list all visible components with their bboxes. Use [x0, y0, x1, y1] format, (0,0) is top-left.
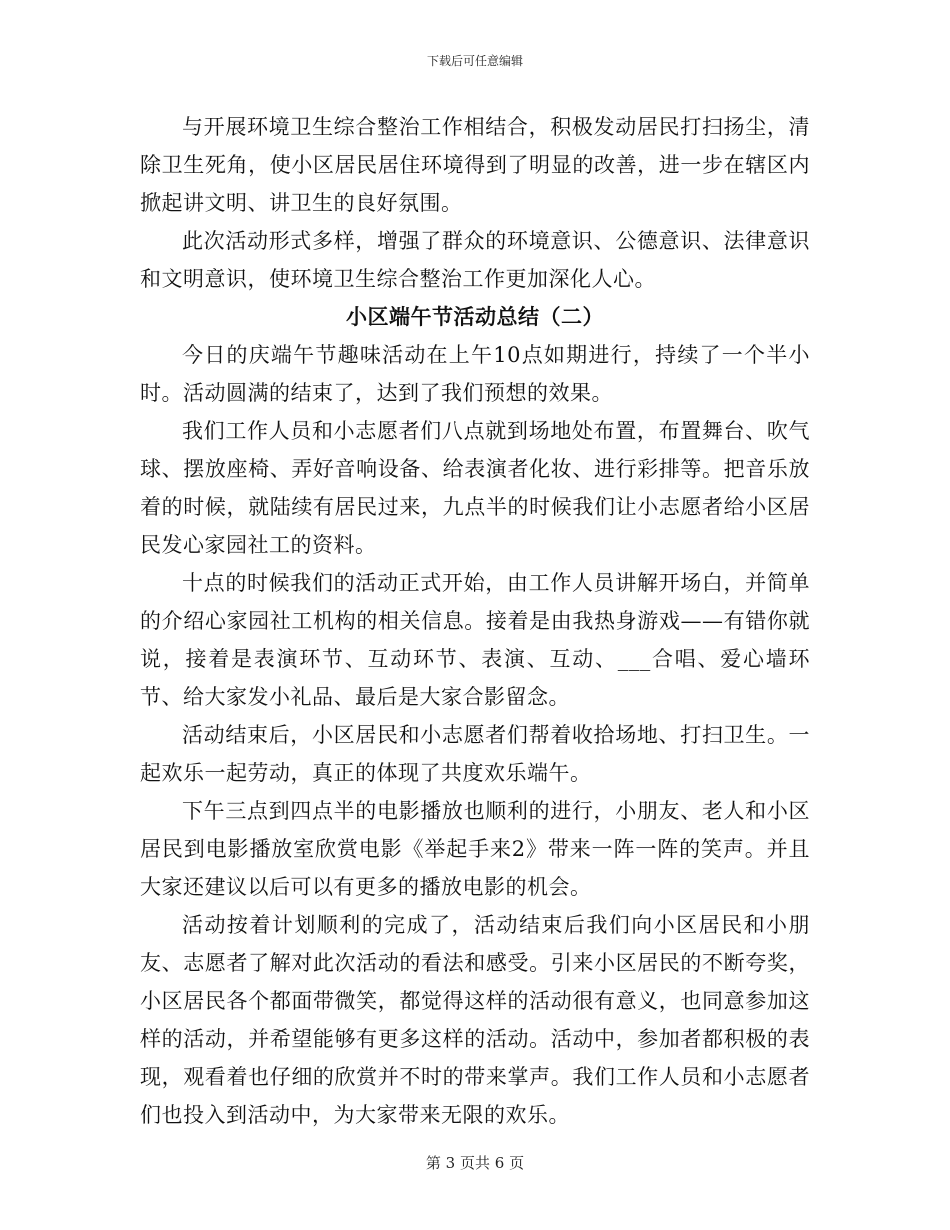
paragraph: 十点的时候我们的活动正式开始，由工作人员讲解开场白，并简单的介绍心家园社工机构的相关信息。接着是由我热身游戏——有错你就说，接着是表演环节、互动环节、表演、互动、___合唱、爱心墙环节、给大家发小礼品、最后是大家合影留念。 — [140, 571, 810, 709]
paragraph: 下午三点到四点半的电影播放也顺利的进行，小朋友、老人和小区居民到电影播放室欣赏电影《举起手来2》带来一阵一阵的笑声。并且大家还建议以后可以有更多的播放电影的机会。 — [140, 799, 810, 899]
paragraph: 活动结束后，小区居民和小志愿者们帮着收拾场地、打扫卫生。一起欢乐一起劳动，真正的体现了共度欢乐端午。 — [140, 723, 810, 785]
section-title: 小区端午节活动总结（二） — [346, 304, 604, 329]
paragraph: 今日的庆端午节趣味活动在上午10点如期进行，持续了一个半小时。活动圆满的结束了，达到了我们预想的效果。 — [140, 343, 810, 405]
document-body — [140, 108, 810, 1134]
paragraph: 活动按着计划顺利的完成了，活动结束后我们向小区居民和小朋友、志愿者了解对此次活动的看法和感受。引来小区居民的不断夸奖，小区居民各个都面带微笑，都觉得这样的活动很有意义，也同意参加这样的活动，并希望能够有更多这样的活动。活动中，参加者都积极的表现，观看着也仔细的欣赏并不时的带来掌声。我们工作人员和小志愿者们也投入到活动中，为大家带来无限的欢乐。 — [140, 913, 810, 1127]
paragraph: 与开展环境卫生综合整治工作相结合，积极发动居民打扫扬尘，清除卫生死角，使小区居民居住环境得到了明显的改善，进一步在辖区内掀起讲文明、讲卫生的良好氛围。 — [140, 115, 810, 215]
page-footer: 第 3 页共 6 页 — [425, 1154, 525, 1172]
paragraph: 此次活动形式多样，增强了群众的环境意识、公德意识、法律意识和文明意识，使环境卫生综合整治工作更加深化人心。 — [140, 229, 810, 291]
paragraph: 我们工作人员和小志愿者们八点就到场地处布置，布置舞台、吹气球、摆放座椅、弄好音响设备、给表演者化妆、进行彩排等。把音乐放着的时候，就陆续有居民过来，九点半的时候我们让小志愿者给小区居民发心家园社工的资料。 — [140, 419, 810, 557]
page-header: 下载后可任意编辑 — [426, 54, 523, 68]
